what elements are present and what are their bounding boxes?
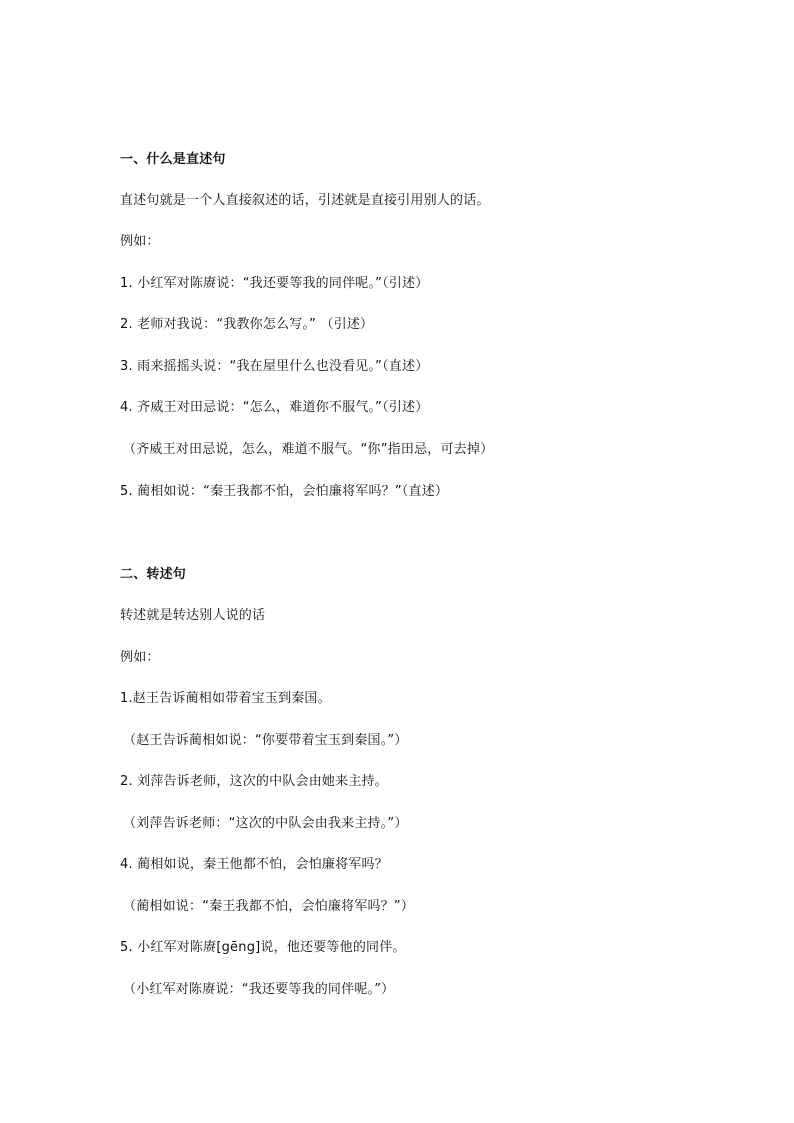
section-2-example-1-note: （赵王告诉蔺相如说：“你要带着宝玉到秦国。”） <box>123 733 408 748</box>
section-1-example-label: 例如： <box>120 234 160 249</box>
section-2-example-2: 2. 刘萍告诉老师，这次的中队会由她来主持。 <box>120 774 388 789</box>
section-1-title: 一、什么是直述句 <box>120 152 226 167</box>
section-1-example-4-note: （齐威王对田忌说，怎么，难道不服气。“你”指田忌，可去掉） <box>123 442 494 457</box>
section-1-example-4: 4. 齐威王对田忌说：“怎么，难道你不服气。”（引述） <box>120 400 429 415</box>
section-2-definition: 转述就是转达别人说的话 <box>120 608 266 623</box>
section-2-example-5: 5. 小红军对陈赓[gēng]说，他还要等他的同伴。 <box>120 940 406 955</box>
section-2-example-2-note: （刘萍告诉老师：“这次的中队会由我来主持。”） <box>123 816 408 831</box>
section-1-example-3: 3. 雨来摇摇头说：“我在屋里什么也没看见。”（直述） <box>120 359 429 374</box>
section-1-definition: 直述句就是一个人直接叙述的话，引述就是直接引用别人的话。 <box>120 193 490 208</box>
section-2-example-4-note: （蔺相如说：“秦王我都不怕，会怕廉将军吗？”） <box>123 899 415 914</box>
section-2-title: 二、转述句 <box>120 567 187 582</box>
section-2-example-5-note: （小红军对陈赓说：“我还要等我的同伴呢。”） <box>123 982 395 997</box>
section-1-example-1: 1. 小红军对陈赓说：“我还要等我的同伴呢。”（引述） <box>120 276 429 291</box>
section-2-example-label: 例如： <box>120 650 160 665</box>
section-2-example-1: 1.赵王告诉蔺相如带着宝玉到秦国。 <box>120 691 331 706</box>
section-1-example-2: 2. 老师对我说：“我教你怎么写。” （引述） <box>120 317 374 332</box>
section-1-example-5: 5. 蔺相如说：“秦王我都不怕，会怕廉将军吗？”（直述） <box>120 484 449 499</box>
section-2-example-4: 4. 蔺相如说，秦王他都不怕，会怕廉将军吗？ <box>120 857 388 872</box>
